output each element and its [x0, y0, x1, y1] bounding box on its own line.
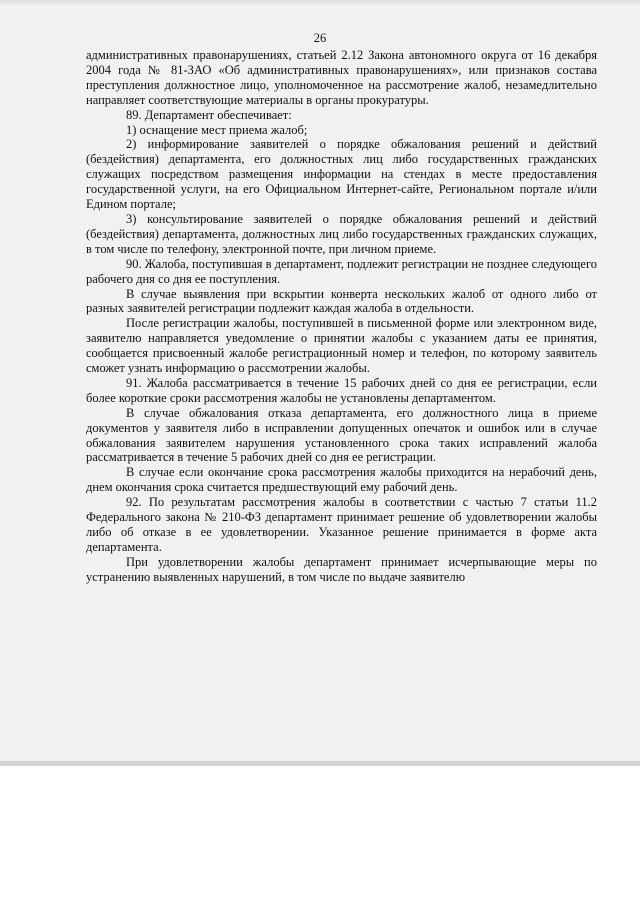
- paragraph: 92. По результатам рассмотрения жалобы в соответствии с частью 7 статьи 11.2 Федерального закона № 210-ФЗ департамент принимает решение об удовлетворении жалобы либо об отказе в ее удовлетворении. Указанное решение принимается в форме акта департамента.: [86, 495, 597, 554]
- page-number: 26: [313, 31, 327, 45]
- paragraph: административных правонарушениях, статьей 2.12 Закона автономного округа от 16 декабря 2004 года № 81-ЗАО «Об административных правонарушениях», или признаков состава преступления должностное лицо, уполномоченное на рассмотрение жалоб, незамедлительно направляет соответствующие материалы в органы прокуратуры.: [86, 48, 597, 107]
- scan-bottom-shadow: [0, 761, 640, 766]
- paragraph: 90. Жалоба, поступившая в департамент, подлежит регистрации не позднее следующего рабочего дня со дня ее поступления.: [86, 256, 598, 286]
- paragraph: 91. Жалоба рассматривается в течение 15 рабочих дней со дня ее регистрации, если более короткие сроки рассмотрения жалобы не установлены департаментом.: [86, 375, 597, 405]
- document-body: [86, 48, 597, 585]
- paragraph: 2) информирование заявителей о порядке обжалования решений и действий (бездействия) департамента, его должностных лиц либо государственных гражданских служащих посредством размещения информации на стендах в месте предоставления государственной услуги, на его Официальном Интернет-сайте, Региональном портале и/или Едином портале;: [86, 137, 597, 212]
- paragraph: В случае если окончание срока рассмотрения жалобы приходится на нерабочий день, днем окончания срока считается предшествующий ему рабочий день.: [86, 465, 597, 495]
- scan-top-shadow: [0, 0, 640, 6]
- paragraph: 3) консультирование заявителей о порядке обжалования решений и действий (бездействия) департамента, должностных лиц либо государственных гражданских служащих, в том числе по телефону, электронной почте, при личном приеме.: [86, 211, 597, 256]
- paragraph: В случае обжалования отказа департамента, его должностного лица в приеме документов у заявителя либо в исправлении допущенных опечаток и ошибок или в случае обжалования заявителем нарушения установленного срока таких исправлений жалоба рассматривается в течение 5 рабочих дней со дня ее регистрации.: [86, 405, 597, 465]
- paragraph: 89. Департамент обеспечивает:: [126, 107, 292, 122]
- paragraph: 1) оснащение мест приема жалоб;: [126, 122, 308, 137]
- paragraph: После регистрации жалобы, поступившей в письменной форме или электронном виде, заявителю направляется уведомление о принятии жалобы с указанием даты ее принятия, сообщается присвоенный жалобе регистрационный номер и телефон, по которому заявитель сможет узнать информацию о рассмотрении жалобы.: [86, 316, 597, 376]
- paragraph: В случае выявления при вскрытии конверта нескольких жалоб от одного либо от разных заявителей регистрации подлежит каждая жалоба в отдельности.: [86, 286, 597, 316]
- paragraph: При удовлетворении жалобы департамент принимает исчерпывающие меры по устранению выявленных нарушений, в том числе по выдаче заявителю: [86, 554, 597, 584]
